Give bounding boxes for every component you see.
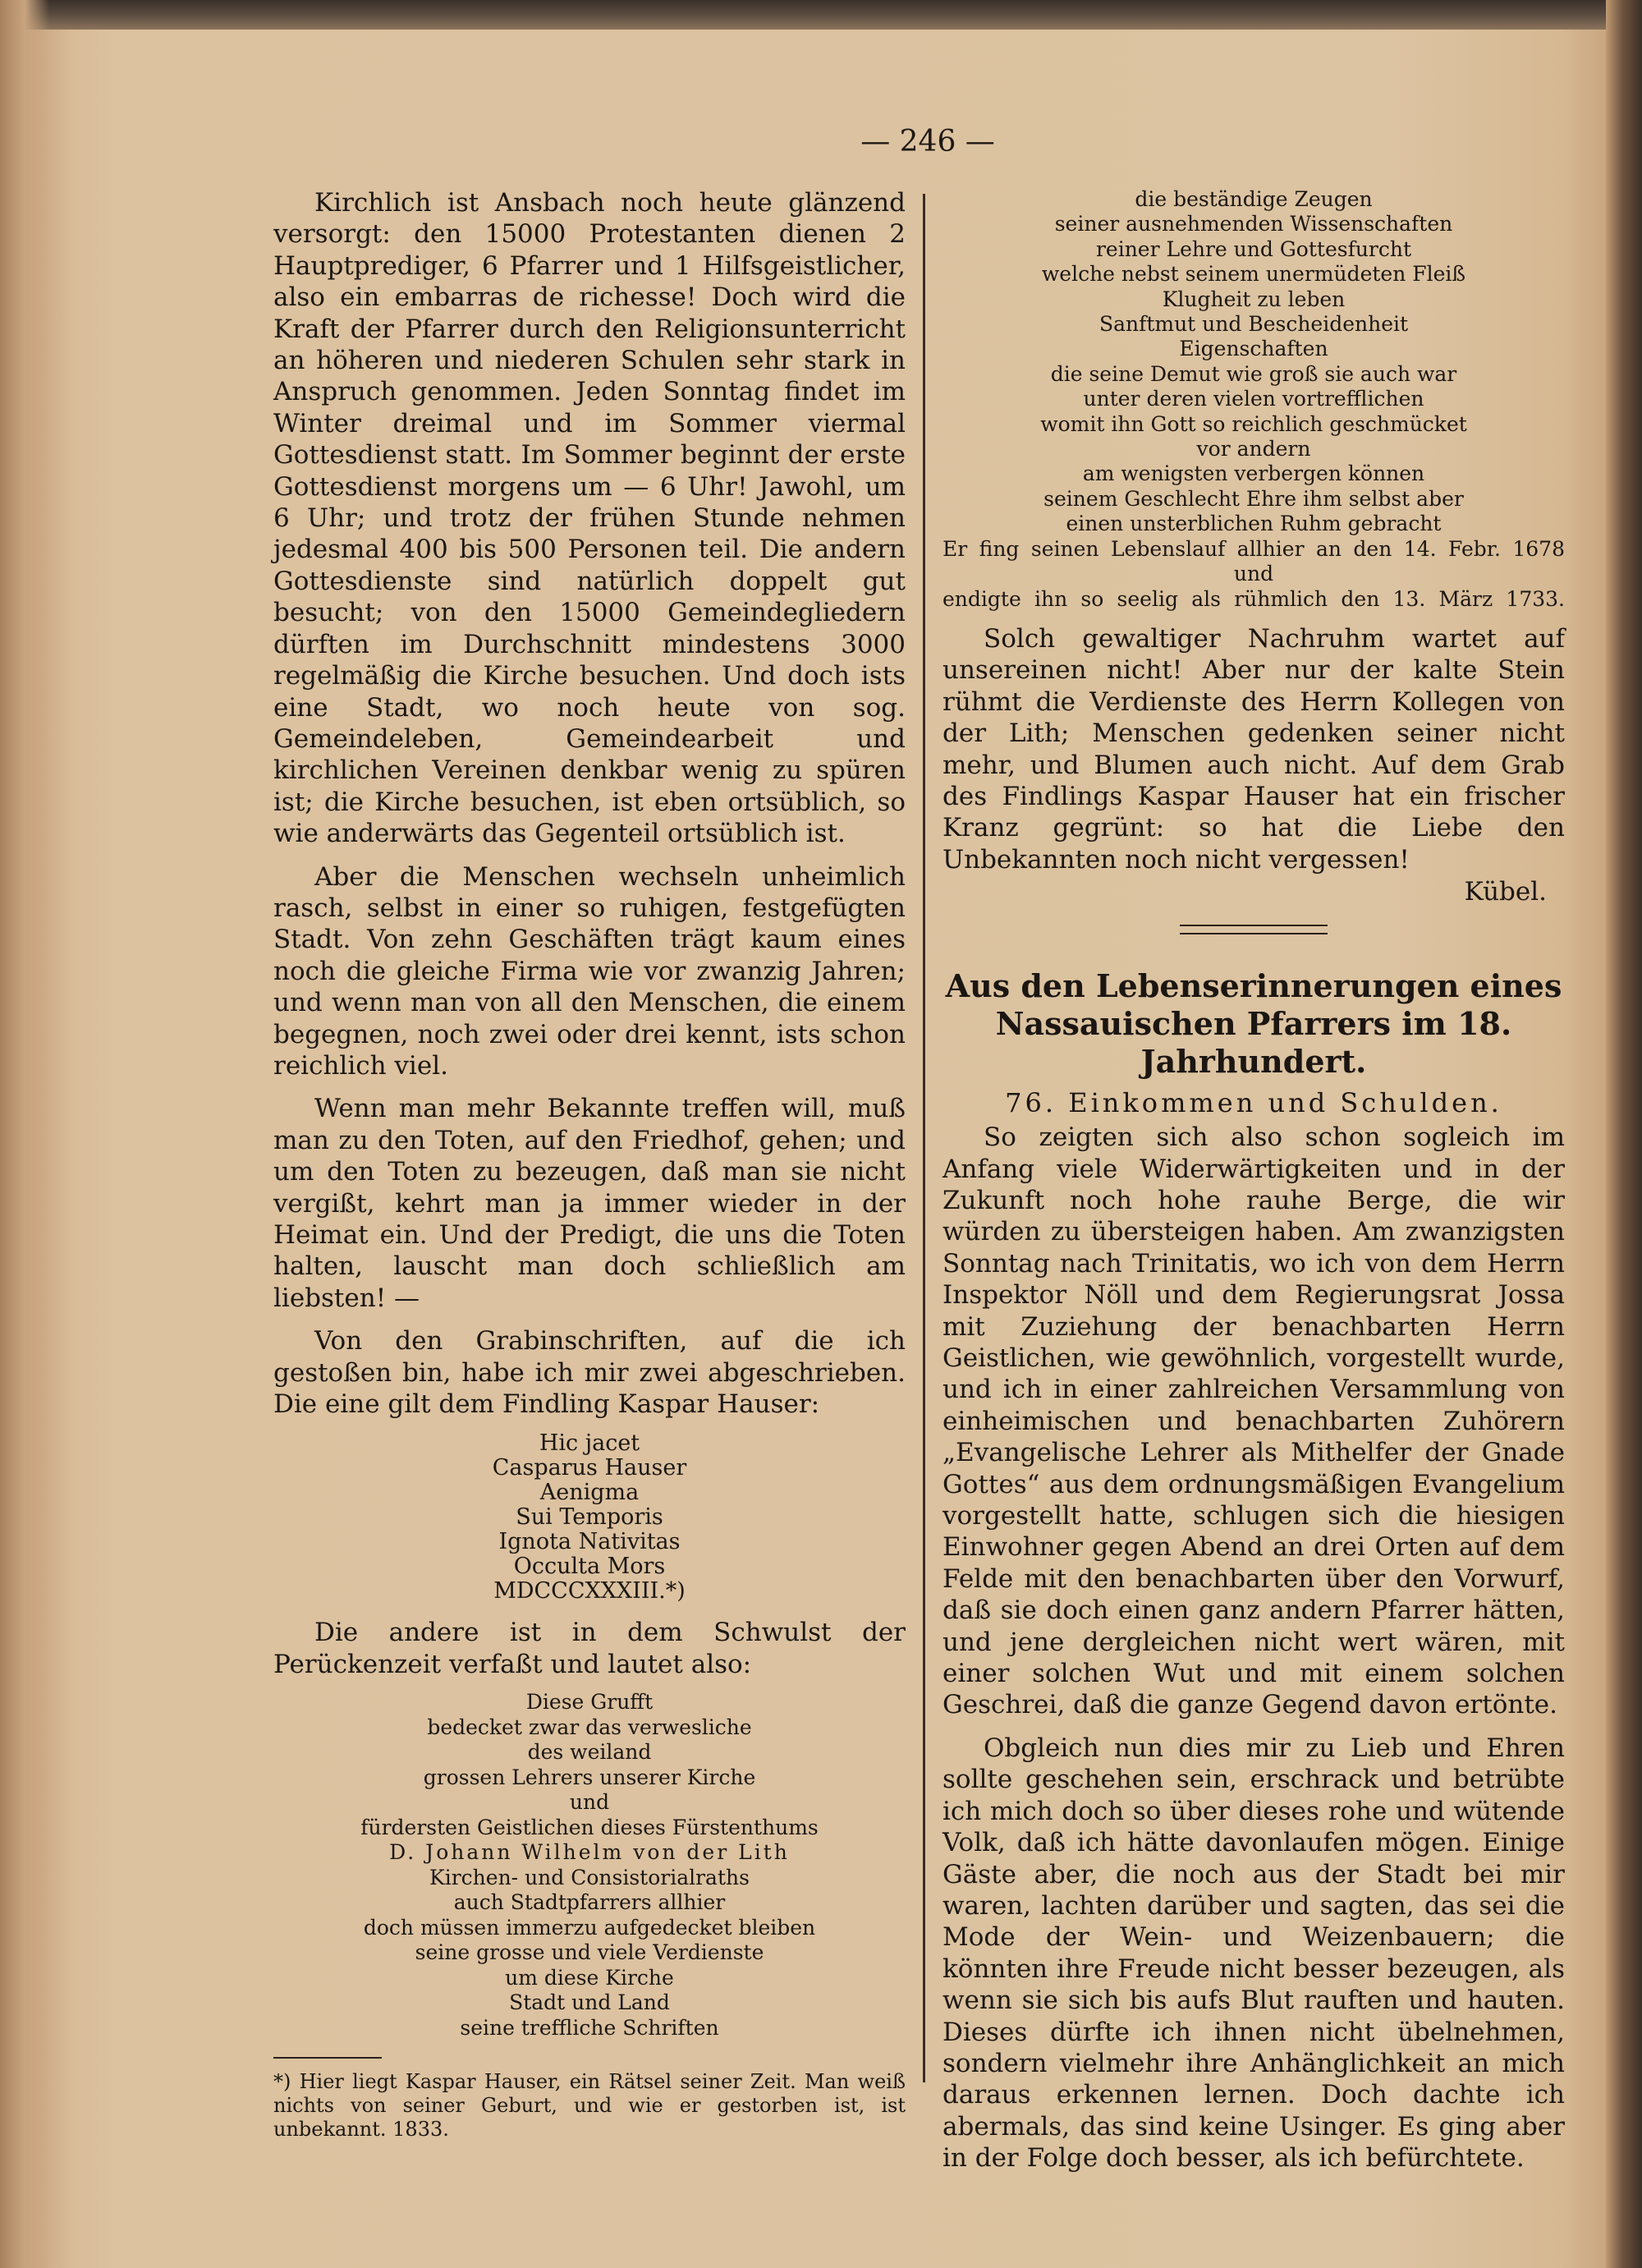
paragraph-second-inscription-intro: Die andere ist in dem Schwulst der Perückenzeit verfaßt und lautet also: — [273, 1618, 906, 1679]
inscription-line: bedecket zwar das verwesliche — [427, 1715, 752, 1739]
inscription-line: seinem Geschlecht Ehre ihm selbst aber — [1043, 486, 1464, 511]
inscription-line: Diese Grufft — [525, 1690, 654, 1715]
german-inscription-continued — [943, 187, 1565, 612]
inscription-line: womit ihn Gott so reichlich geschmücket — [1040, 411, 1467, 436]
paragraph-people-change: Aber die Menschen wechseln unheimlich rasch, selbst in einer so ruhigen, festgefügten Stadt. Von zehn Geschäften trägt kaum eines noch die gleiche Firma wie vor zwanzig Jahren; und wenn man von all den Menschen, die einem begegnen, noch zwei oder drei kennt, ists schon reichlich viel. — [273, 861, 906, 1081]
latin-inscription — [273, 1431, 906, 1604]
inscription-line: Eigenschaften — [1179, 337, 1328, 361]
inscription-line: und — [1233, 562, 1274, 586]
inscription-line: MDCCCXXXIII.*) — [493, 1578, 686, 1605]
inscription-line: Sui Temporis — [516, 1504, 663, 1531]
inscription-line: Casparus Hauser — [492, 1455, 687, 1481]
article-title-line: Aus den Lebenserinnerungen eines — [945, 967, 1562, 1005]
inscription-line: des weiland — [527, 1740, 652, 1765]
paragraph-inscriptions-intro: Von den Grabinschriften, auf die ich gestoßen bin, habe ich mir zwei abgeschrieben. Die eine gilt dem Findling Kaspar Hauser: — [273, 1326, 906, 1420]
author-signature: Kübel. — [1464, 877, 1547, 907]
inscription-line: Aenigma — [539, 1480, 640, 1506]
inscription-line: Occulta Mors — [513, 1554, 666, 1580]
inscription-line: die seine Demut wie groß sie auch war — [1050, 361, 1457, 386]
inscription-line: seiner ausnehmenden Wissenschaften — [1054, 212, 1453, 236]
footnote: *) Hier liegt Kaspar Hauser, ein Rätsel seiner Zeit. Man weiß nichts von seiner Geburt, und wie er gestorben ist, ist unbekannt. 1833. — [273, 2070, 906, 2142]
inscription-line: die beständige Zeugen — [1135, 187, 1373, 211]
inscription-line: doch müssen immerzu aufgedecket bleiben — [363, 1915, 816, 1940]
article-title — [943, 967, 1565, 1081]
inscription-line: D. Johann Wilhelm von der Lith — [389, 1840, 790, 1865]
inscription-line: Er fing seinen Lebenslauf allhier an den 14. Febr. 1678 — [943, 536, 1565, 561]
paragraph-cemetery: Wenn man mehr Bekannte treffen will, muß man zu den Toten, auf den Friedhof, gehen; und um den Toten zu bezeugen, daß man sie nicht vergißt, kehrt man ja immer wieder in der Heimat ein. Und der Predigt, die uns die Toten halten, lauscht man doch schließlich am liebsten! — — [273, 1094, 906, 1313]
footnote-rule — [273, 2057, 382, 2059]
page-top-edge — [0, 0, 1642, 30]
inscription-line: auch Stadtpfarrers allhier — [453, 1890, 726, 1915]
page-left-edge — [0, 0, 49, 2268]
inscription-line: Stadt und Land — [509, 1990, 670, 2015]
inscription-line: vor andern — [1196, 437, 1311, 461]
article-title-line: Nassauischen Pfarrers im 18. Jahrhundert. — [995, 1005, 1512, 1081]
inscription-line: Klugheit zu leben — [1162, 287, 1346, 311]
inscription-line: am wenigsten verbergen können — [1082, 461, 1425, 486]
inscription-line: Kirchen- und Consistorialraths — [429, 1865, 750, 1889]
book-spine-edge — [1606, 0, 1642, 2268]
inscription-line: seine grosse und viele Verdienste — [415, 1940, 764, 1965]
inscription-line: Ignota Nativitas — [498, 1529, 681, 1555]
left-column — [273, 187, 906, 2142]
inscription-line: welche nebst seinem unermüdeten Fleiß — [1041, 262, 1466, 287]
inscription-line: um diese Kirche — [505, 1965, 674, 1990]
inscription-line: grossen Lehrers unserer Kirche — [423, 1765, 756, 1789]
inscription-line: fürdersten Geistlichen dieses Fürstenthums — [360, 1815, 819, 1839]
inscription-line: reiner Lehre und Gottesfurcht — [1095, 236, 1412, 261]
inscription-line: Hic jacet — [539, 1430, 640, 1457]
page-number: — 246 — — [860, 125, 995, 158]
inscription-line: unter deren vielen vortrefflichen — [1083, 387, 1424, 411]
inscription-line: und — [569, 1790, 610, 1815]
inscription-line: Sanftmut und Bescheidenheit — [1098, 312, 1409, 337]
right-column — [943, 187, 1565, 2174]
section-divider — [1180, 925, 1328, 934]
inscription-line: einen unsterblichen Ruhm gebracht — [1066, 512, 1442, 536]
german-inscription — [273, 1690, 906, 2041]
paragraph-closing: Solch gewaltiger Nachruhm wartet auf unsereinen nicht! Aber nur der kalte Stein rühmt die Verdienste des Herrn Kollegen von der Lith; Menschen gedenken seiner nicht mehr, und Blumen auch nicht. Auf dem Grab des Findlings Kaspar Hauser hat ein frischer Kranz gegrünt: so hat die Liebe den Unbekannten noch nicht vergessen! — [943, 623, 1565, 875]
inscription-line: endigte ihn so seelig als rühmlich den 13. März 1733. — [943, 586, 1565, 611]
column-divider — [923, 194, 925, 2082]
section-title: 76. Einkommen und Schulden. — [1005, 1087, 1502, 1119]
inscription-line: seine treffliche Schriften — [460, 2015, 719, 2040]
paragraph-guests: Obgleich nun dies mir zu Lieb und Ehren sollte geschehen sein, erschrack und betrübte ich mich doch so über dieses rohe und wütende Volk, daß ich hätte davonlaufen mögen. Einige Gäste aber, die noch aus der Stadt bei mir waren, lachten darüber und sagten, das sei die Mode der Wein- und Weizenbauern; die könnten ihre Freude nicht besser bezeugen, als wenn sie sich bis aufs Blut rauften und hauten. Dieses dürfte ich ihnen nicht übelnehmen, sondern vielmehr ihre Anhänglichkeit an mich daraus erkennen lernen. Doch dachte ich abermals, das sind keine Usinger. Es ging aber in der Folge doch besser, als ich befürchtete. — [943, 1733, 1565, 2174]
paragraph-installation: So zeigten sich also schon sogleich im Anfang viele Widerwärtigkeiten und in der Zukunft noch hohe rauhe Berge, die wir würden zu übersteigen haben. Am zwanzigsten Sonntag nach Trinitatis, wo ich von dem Herrn Inspektor Nöll und dem Regierungsrat Jossa mit Zuziehung der benachbarten Herrn Geistlichen, wie gewöhnlich, vorgestellt wurde, und ich in einer zahlreichen Versammlung von einheimischen und benachbarten Zuhörern „Evangelische Lehrer als Mithelfer der Gnade Gottes“ aus dem ordnungsmäßigen Evangelium vorgestellt hatte, schlugen sich die hiesigen Einwohner gegen Abend an drei Orten auf dem Felde mit den benachbarten über den Vorwurf, daß sie doch einen ganz andern Pfarrer hätten, und jene dergleichen nicht wert wären, mit einer solchen Wut und mit einem solchen Geschrei, daß die ganze Gegend davon ertönte. — [943, 1123, 1565, 1720]
paragraph-churches: Kirchlich ist Ansbach noch heute glänzend versorgt: den 15000 Protestanten dienen 2 Hauptprediger, 6 Pfarrer und 1 Hilfsgeistlicher, also ein embarras de richesse! Doch wird die Kraft der Pfarrer durch den Religionsunterricht an höheren und niederen Schulen sehr stark in Anspruch genommen. Jeden Sonntag findet im Winter dreimal und im Sommer viermal Gottesdienst statt. Im Sommer beginnt der erste Gottesdienst morgens um — 6 Uhr! Jawohl, um 6 Uhr; und trotz der frühen Stunde nehmen jedesmal 400 bis 500 Personen teil. Die andern Gottesdienste sind natürlich doppelt gut besucht; von den 15000 Gemeindegliedern dürften im Durchschnitt mindestens 3000 regelmäßig die Kirche besuchen. Und doch ists eine Stadt, wo noch heute von sog. Gemeindeleben, Gemeindearbeit und kirchlichen Vereinen denkbar wenig zu spüren ist; die Kirche besuchen, ist eben ortsüblich, so wie anderwärts das Gegenteil ortsüblich ist. — [273, 188, 906, 849]
